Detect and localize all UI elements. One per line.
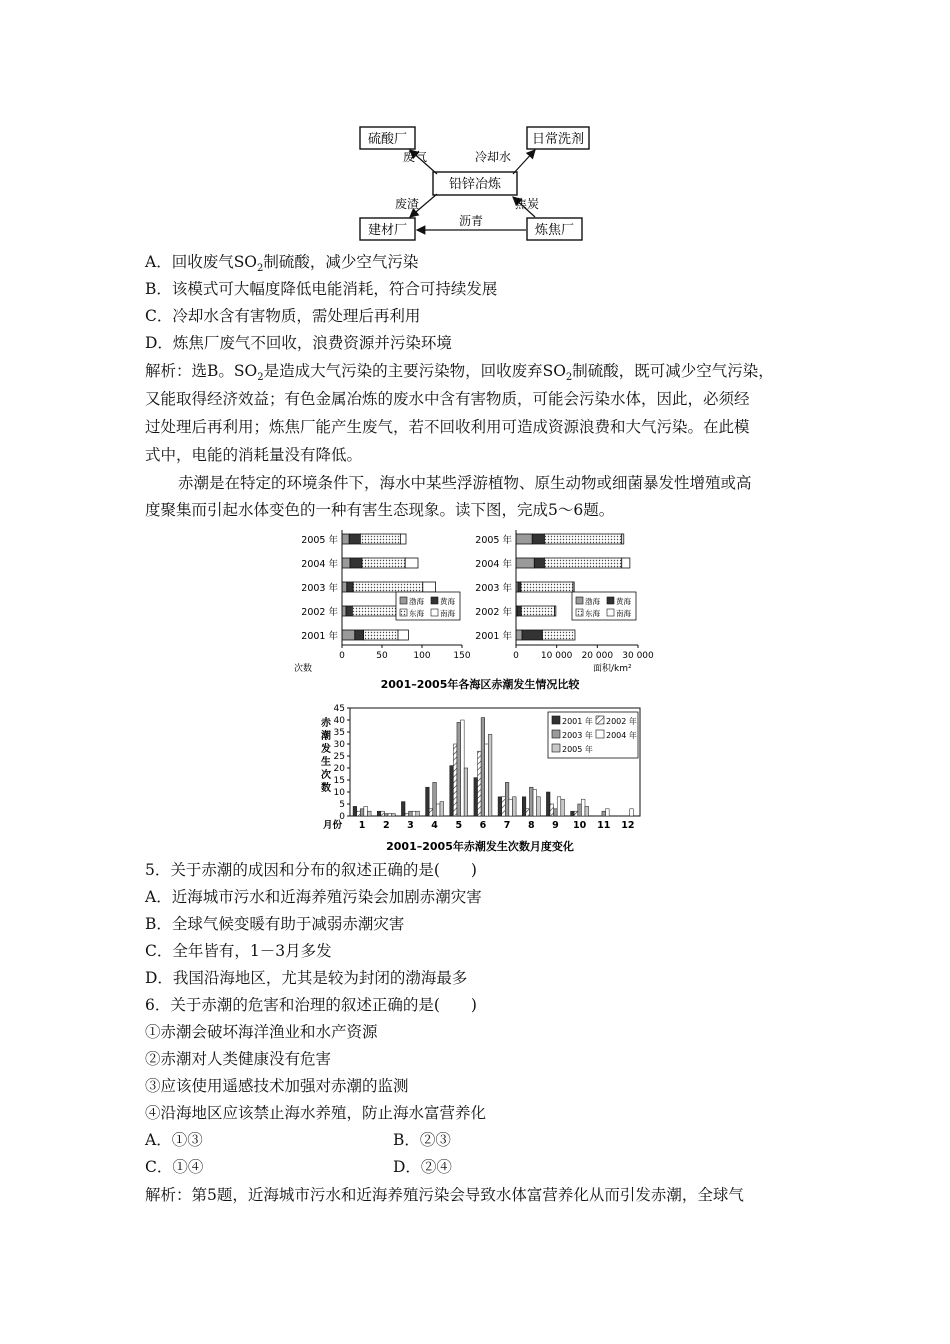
bar-segment — [622, 534, 624, 544]
node-detergent — [527, 127, 589, 149]
legend-label: 2005 年 — [562, 745, 593, 754]
bar-segment — [342, 558, 350, 568]
x-tick-label: 50 — [376, 651, 388, 661]
x-tick-label: 1 — [358, 820, 366, 831]
bar-segment — [517, 606, 521, 616]
y-tick-label: 30 — [333, 740, 345, 750]
bar-segment — [516, 558, 534, 568]
bar-segment — [355, 630, 364, 640]
month-bar — [450, 766, 454, 816]
legend-swatch — [607, 597, 614, 604]
analysis-q5: 解析：第5题，近海城市污水和近海养殖污染会导致水体富营养化从而引发赤潮，全球气 — [145, 1186, 744, 1204]
month-bar — [571, 811, 575, 816]
legend-label: 2002 年 — [606, 717, 637, 726]
month-bar — [461, 720, 465, 816]
svg-text:炼焦厂: 炼焦厂 — [534, 223, 575, 238]
bar-segment — [342, 534, 349, 544]
bar-segment — [518, 582, 521, 592]
legend-swatch — [607, 609, 614, 616]
figure-caption-bottom: 2001–2005年赤潮发生次数月度变化 — [386, 840, 574, 853]
bar-segment — [342, 582, 347, 592]
analysis-line-4: 式中，电能的消耗量没有降低。 — [145, 446, 363, 464]
figure-caption-top: 2001–2005年各海区赤潮发生情况比较 — [380, 678, 580, 691]
label-waste-gas: 废气 — [402, 150, 427, 164]
x-axis-label: 面积/km² — [593, 664, 632, 674]
legend-label: 南海 — [616, 609, 631, 618]
month-bar — [416, 811, 420, 816]
month-bar — [436, 804, 440, 816]
month-bar — [426, 787, 430, 816]
month-bar — [357, 811, 361, 816]
month-bar — [377, 811, 381, 816]
month-bar — [481, 718, 485, 816]
svg-text:硫酸厂: 硫酸厂 — [367, 132, 408, 147]
bar-segment — [398, 630, 408, 640]
month-bar — [526, 809, 530, 816]
month-bar — [478, 751, 482, 816]
bar-segment — [405, 558, 418, 568]
q6-option-c: C．①④ — [145, 1158, 204, 1176]
month-bar — [453, 744, 457, 816]
bar-segment — [544, 558, 621, 568]
month-bar — [509, 799, 513, 816]
month-bar — [364, 806, 368, 816]
month-bar — [550, 804, 554, 816]
legend-label: 黄海 — [440, 597, 455, 606]
month-bar — [353, 806, 357, 816]
month-bar — [464, 768, 468, 816]
legend-swatch — [552, 716, 560, 724]
month-bar — [512, 797, 516, 816]
y-axis-label-char: 数 — [321, 783, 331, 794]
legend-label: 渤海 — [585, 597, 600, 606]
red-tide-figure — [280, 526, 680, 856]
year-label: 2004 年 — [475, 559, 512, 570]
y-axis-label-char: 发 — [321, 744, 331, 755]
node-lead-zinc-smelting — [433, 172, 517, 195]
legend-swatch — [596, 716, 604, 724]
chart-monthly-red-tide — [320, 704, 640, 831]
x-axis-label: 月份 — [322, 820, 342, 831]
month-bar — [502, 797, 506, 816]
y-tick-label: 20 — [333, 764, 345, 774]
q4-option-a: A．回收废气$SO_2$制硫酸，减少空气污染 — [145, 253, 419, 275]
month-bar — [488, 734, 492, 816]
bar-segment — [352, 606, 400, 616]
q4-option-b: B．该模式可大幅度降低电能消耗，符合可持续发展 — [145, 280, 498, 298]
month-bar — [522, 797, 526, 816]
year-label: 2005 年 — [301, 535, 338, 546]
month-bar — [606, 809, 610, 816]
month-bar — [401, 802, 405, 816]
industry-flow-diagram — [355, 122, 595, 244]
chart-count-by-sea — [294, 530, 471, 674]
bar-segment — [521, 606, 554, 616]
q6-statement-3: ③应该使用遥感技术加强对赤潮的监测 — [145, 1077, 409, 1095]
legend-label: 黄海 — [616, 597, 631, 606]
month-bar — [388, 814, 392, 816]
bar-segment — [362, 558, 405, 568]
bar-segment — [423, 582, 436, 592]
x-tick-label: 150 — [453, 651, 471, 661]
label-slag: 废渣 — [394, 197, 419, 211]
x-tick-label: 2 — [382, 820, 390, 831]
svg-text:铅锌冶炼: 铅锌冶炼 — [448, 177, 502, 192]
q5-option-c: C．全年皆有，1－3月多发 — [145, 942, 332, 960]
legend-label: 2001 年 — [562, 717, 593, 726]
bar-segment — [622, 558, 630, 568]
year-label: 2001 年 — [475, 631, 512, 642]
year-label: 2003 年 — [301, 583, 338, 594]
month-bar — [630, 809, 634, 816]
month-bar — [367, 811, 371, 816]
month-bar — [433, 782, 437, 816]
y-tick-label: 40 — [333, 716, 345, 726]
x-tick-label: 20 000 — [581, 651, 614, 661]
bar-segment — [516, 630, 522, 640]
bar-segment — [346, 606, 352, 616]
legend-swatch — [552, 744, 560, 752]
x-tick-label: 10 000 — [540, 651, 573, 661]
analysis-line-3: 过处理后再利用；炼焦厂能产生废气，若不回收利用可造成资源浪费和大气污染。在此模 — [145, 418, 750, 436]
label-coke: 焦炭 — [515, 197, 540, 211]
bar-segment — [360, 534, 400, 544]
month-bar — [381, 811, 385, 816]
month-bar — [405, 814, 409, 816]
analysis-line-2: 又能取得经济效益；有色金属冶炼的废水中含有害物质，可能会污染水体，因此，必须经 — [145, 390, 750, 408]
year-label: 2005 年 — [475, 535, 512, 546]
month-bar — [529, 787, 533, 816]
analysis-line-1: 解析：选B。$SO_2$是造成大气污染的主要污染物，回收废弃$SO_2$制硫酸，既可减少空气污染， — [145, 362, 774, 384]
legend-swatch — [576, 597, 583, 604]
q5-option-d: D．我国沿海地区，尤其是较为封闭的渤海最多 — [145, 969, 468, 987]
x-tick-label: 7 — [503, 820, 511, 831]
y-tick-label: 45 — [333, 704, 345, 714]
x-axis-label: 次数 — [293, 664, 312, 674]
intro-line-1: 赤潮是在特定的环境条件下，海水中某些浮游植物、原生动物或细菌暴发性增殖或高 — [178, 474, 752, 492]
legend-swatch — [431, 609, 438, 616]
bar-segment — [342, 630, 355, 640]
month-bar — [581, 799, 585, 816]
month-bar — [474, 778, 478, 816]
x-tick-label: 30 000 — [622, 651, 654, 661]
chart-area-by-sea — [475, 530, 654, 674]
bar-segment — [573, 582, 574, 592]
y-axis-label-char: 潮 — [321, 731, 331, 742]
y-tick-label: 5 — [339, 800, 345, 810]
legend-swatch — [552, 730, 560, 738]
x-tick-label: 4 — [431, 820, 438, 831]
legend-label: 2004 年 — [606, 731, 637, 740]
node-coking-plant — [527, 218, 582, 240]
legend-swatch — [576, 609, 583, 616]
bar-segment — [342, 606, 346, 616]
node-sulfuric-plant — [360, 127, 415, 149]
node-building-materials — [360, 218, 415, 240]
q6-statement-2: ②赤潮对人类健康没有危害 — [145, 1050, 332, 1068]
month-bar — [384, 814, 388, 816]
arrow-cooling-water — [513, 150, 535, 174]
q6-option-d: D．②④ — [393, 1158, 452, 1176]
month-bar — [554, 809, 558, 816]
month-bar — [485, 744, 489, 816]
label-asphalt: 沥青 — [458, 214, 484, 228]
svg-text:日常洗剂: 日常洗剂 — [531, 132, 585, 147]
y-tick-label: 25 — [333, 752, 345, 762]
y-axis-label-char: 赤 — [321, 718, 331, 729]
bar-segment — [532, 534, 544, 544]
month-bar — [574, 811, 578, 816]
month-bar — [457, 722, 461, 816]
x-tick-label: 9 — [552, 820, 559, 831]
label-cooling-water: 冷却水 — [475, 150, 512, 164]
y-tick-label: 10 — [333, 788, 345, 798]
month-bar — [602, 811, 606, 816]
bar-segment — [353, 582, 423, 592]
month-bar — [505, 782, 509, 816]
y-tick-label: 0 — [339, 812, 345, 822]
month-bar — [585, 806, 589, 816]
q6-stem: 6．关于赤潮的危害和治理的叙述正确的是( ) — [145, 996, 477, 1014]
month-bar — [537, 797, 541, 816]
y-axis-label-char: 次 — [321, 770, 331, 781]
month-bar — [429, 809, 433, 816]
bar-segment — [347, 582, 353, 592]
x-tick-label: 6 — [479, 820, 487, 831]
year-label: 2003 年 — [475, 583, 512, 594]
bar-segment — [521, 582, 573, 592]
q6-option-a: A．①③ — [145, 1131, 203, 1149]
month-bar — [546, 792, 550, 816]
legend-label: 东海 — [409, 609, 424, 618]
x-tick-label: 0 — [339, 651, 345, 661]
legend-label: 渤海 — [409, 597, 424, 606]
intro-line-2: 度聚集而引起水体变色的一种有害生态现象。读下图，完成5～6题。 — [145, 501, 615, 519]
y-tick-label: 35 — [333, 728, 345, 738]
x-tick-label: 11 — [597, 820, 611, 831]
q4-option-d: D．炼焦厂废气不回收，浪费资源并污染环境 — [145, 334, 452, 352]
bar-segment — [400, 534, 406, 544]
legend-swatch — [596, 730, 604, 738]
bar-segment — [522, 630, 542, 640]
bar-segment — [555, 606, 556, 616]
y-axis-label-char: 生 — [321, 757, 331, 768]
year-label: 2001 年 — [301, 631, 338, 642]
legend-swatch — [431, 597, 438, 604]
year-label: 2002 年 — [475, 607, 512, 618]
legend-swatch — [400, 597, 407, 604]
month-bar — [533, 790, 537, 816]
month-bar — [409, 811, 413, 816]
x-tick-label: 0 — [513, 651, 519, 661]
month-bar — [498, 797, 502, 816]
month-bar — [440, 802, 444, 816]
bar-segment — [542, 630, 575, 640]
q6-option-b: B．②③ — [393, 1131, 451, 1149]
x-tick-label: 5 — [455, 820, 463, 831]
bar-segment — [364, 630, 398, 640]
bar-segment — [516, 534, 532, 544]
month-bar — [360, 809, 364, 816]
x-tick-label: 12 — [621, 820, 635, 831]
bar-segment — [544, 534, 621, 544]
legend-label: 南海 — [440, 609, 455, 618]
svg-text:建材厂: 建材厂 — [367, 223, 408, 238]
legend-swatch — [400, 609, 407, 616]
x-tick-label: 10 — [572, 820, 587, 831]
month-bar — [392, 814, 396, 816]
year-label: 2004 年 — [301, 559, 338, 570]
x-tick-label: 8 — [527, 820, 535, 831]
q6-statement-4: ④沿海地区应该禁止海水养殖，防止海水富营养化 — [145, 1104, 487, 1122]
q5-stem: 5．关于赤潮的成因和分布的叙述正确的是( ) — [145, 861, 477, 879]
x-tick-label: 100 — [413, 651, 431, 661]
month-bar — [412, 811, 416, 816]
x-tick-label: 3 — [407, 820, 414, 831]
month-bar — [578, 804, 582, 816]
q6-statement-1: ①赤潮会破坏海洋渔业和水产资源 — [145, 1023, 378, 1041]
bar-segment — [534, 558, 544, 568]
bar-segment — [350, 558, 362, 568]
bar-segment — [349, 534, 360, 544]
q4-option-c: C．冷却水含有害物质，需处理后再利用 — [145, 307, 421, 325]
q5-option-b: B．全球气候变暖有助于减弱赤潮灾害 — [145, 915, 405, 933]
year-label: 2002 年 — [301, 607, 338, 618]
month-bar — [561, 799, 565, 816]
y-tick-label: 15 — [333, 776, 345, 786]
legend-label: 2003 年 — [562, 731, 593, 740]
legend-label: 东海 — [585, 609, 600, 618]
month-bar — [557, 797, 561, 816]
q5-option-a: A．近海城市污水和近海养殖污染会加剧赤潮灾害 — [145, 888, 482, 906]
